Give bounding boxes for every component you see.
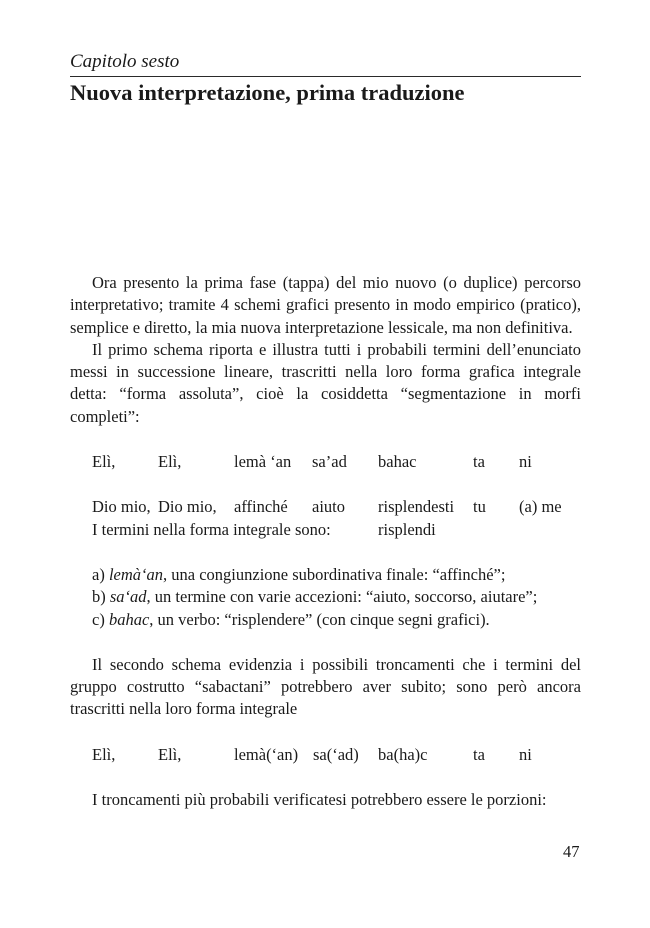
scheme2-term: Elì,	[158, 744, 182, 764]
paragraph-truncations: I troncamenti più probabili verificatesi potrebbero essere le porzioni:	[92, 790, 547, 810]
terms-list	[70, 564, 581, 631]
scheme2-term: Elì,	[92, 744, 116, 764]
paragraph-second-scheme: Il secondo schema evidenzia i possibili troncamenti che i termini del gruppo costrutto “sabactani” potrebbero aver subito; sono però ancora trascritti nella loro forma integrale	[70, 654, 581, 719]
page-number: 47	[563, 842, 580, 861]
scheme1-term: lemà ‘an	[234, 452, 292, 472]
list-item: c) bahac, un verbo: “risplendere” (con cinque segni grafici).	[92, 609, 490, 629]
list-item: b) sa‘ad, un termine con varie accezioni: “aiuto, soccorso, aiutare”;	[92, 587, 538, 607]
scheme1-terms-row	[70, 451, 581, 473]
scheme2-term: ni	[519, 744, 532, 764]
scheme1-translation: aiuto	[312, 497, 345, 517]
scheme2-term: ba(ha)c	[378, 744, 428, 764]
page	[70, 0, 581, 928]
chapter-label: Capitolo sesto	[70, 51, 180, 72]
scheme1-translation: Dio mio,	[92, 497, 151, 517]
scheme1-term: Elì,	[92, 452, 116, 472]
scheme1-translation: tu	[473, 497, 486, 517]
scheme2-term: sa(‘ad)	[313, 744, 359, 764]
scheme1-translation: affinché	[234, 497, 288, 517]
scheme1-term: sa’ad	[312, 452, 347, 472]
scheme1-term: Elì,	[158, 452, 182, 472]
scheme2-term: lemà(‘an)	[234, 744, 299, 764]
scheme1-translation-row	[70, 496, 581, 541]
scheme1-term: ni	[519, 452, 532, 472]
scheme1-translation: risplendesti risplendi	[378, 497, 455, 539]
paragraph-intro: Ora presento la prima fase (tappa) del mio nuovo (o duplice) percorso interpretativo; tramite 4 schemi grafici presento in modo empirico (pratico), semplice e diretto, la mia nuova interpretazione lessicale, ma non definitiva.	[70, 273, 581, 337]
scheme2-term: ta	[473, 744, 485, 764]
paragraph-terms-intro: I termini nella forma integrale sono:	[92, 519, 331, 539]
scheme1-translation: (a) me	[519, 497, 562, 517]
scheme1-translation: Dio mio,	[158, 497, 217, 517]
section-title: Nuova interpretazione, prima traduzione	[70, 80, 465, 105]
scheme1-term: bahac	[378, 452, 417, 472]
scheme1-term: ta	[473, 452, 485, 472]
paragraph-first-scheme: Il primo schema riporta e illustra tutti i probabili termini dell’enunciato messi in successione lineare, trascritti nella loro forma grafica integrale detta: “forma assoluta”, cioè la cosiddetta “segmentazione in morfi completi”:	[70, 339, 581, 426]
header-rule	[70, 76, 581, 77]
scheme2-terms-row	[70, 744, 581, 766]
body-text	[70, 272, 581, 811]
list-item: a) lemà‘an, una congiunzione subordinativa finale: “affinché”;	[92, 564, 506, 584]
